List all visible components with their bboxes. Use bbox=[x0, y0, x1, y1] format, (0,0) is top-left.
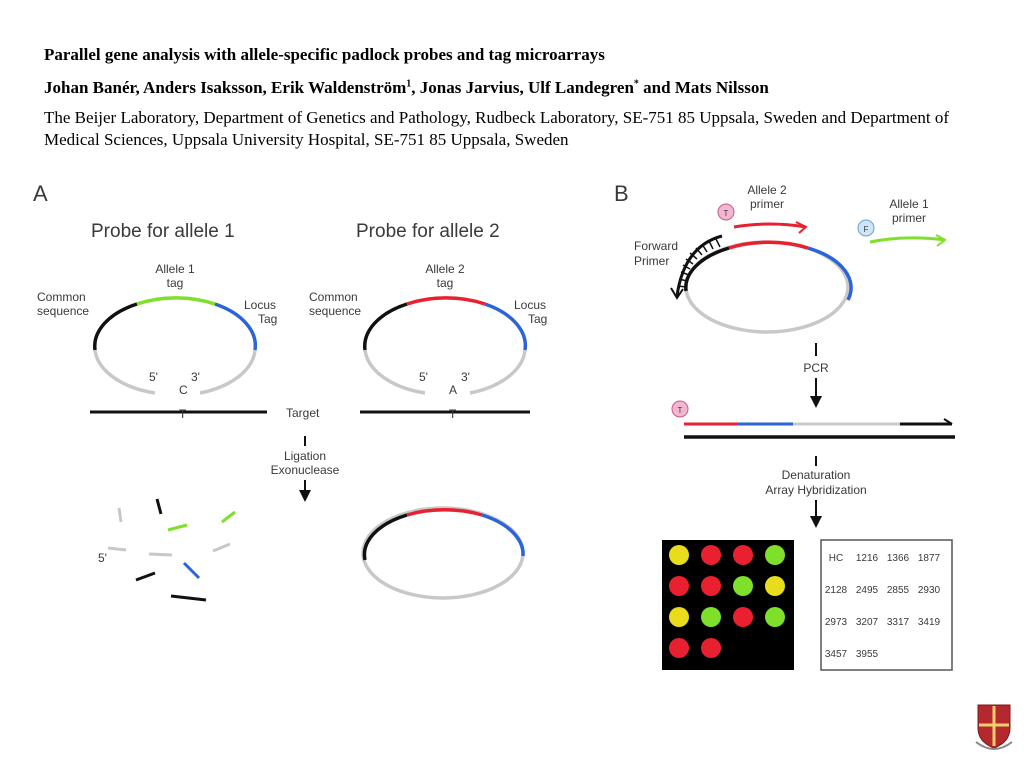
authors-part-1: Johan Banér, Anders Isaksson, Erik Waldenström bbox=[44, 78, 407, 97]
paper-title: Parallel gene analysis with allele-specific padlock probes and tag microarrays bbox=[44, 45, 605, 64]
probe1-three-prime: 3' bbox=[191, 370, 200, 384]
authors-part-2: , Jonas Jarvius, Ulf Landegren bbox=[411, 78, 634, 97]
array-key-cell: 3955 bbox=[855, 649, 879, 660]
array-key-cell: 3419 bbox=[917, 617, 941, 628]
circularized-probe bbox=[363, 508, 523, 598]
array-spot-yellow bbox=[669, 607, 689, 627]
probe2-title: Probe for allele 2 bbox=[356, 221, 500, 242]
probe1-allele1-tag-label-1: Allele 1 bbox=[155, 262, 195, 276]
array-key-cell: 3457 bbox=[824, 649, 848, 660]
target1-base: T bbox=[179, 407, 187, 421]
allele2-primer-label-2: primer bbox=[749, 197, 785, 211]
array-key-cell: 2930 bbox=[917, 585, 941, 596]
allele2-primer-mark: T bbox=[723, 209, 729, 218]
pcr-label: PCR bbox=[803, 361, 829, 375]
ligation-label: Ligation bbox=[283, 449, 327, 463]
probe1-circle bbox=[95, 298, 256, 393]
array-spot-red bbox=[733, 607, 753, 627]
allele1-primer-mark: F bbox=[863, 225, 869, 234]
array-key-cell: 1877 bbox=[917, 553, 941, 564]
probe1-allele1-tag-label-2: tag bbox=[166, 276, 184, 290]
degraded-fragments bbox=[108, 499, 235, 600]
array-spot-red bbox=[669, 576, 689, 596]
probe1-grey-arc-right bbox=[200, 350, 255, 393]
target2-base: T bbox=[449, 407, 457, 421]
probe1-common-label-2: sequence bbox=[37, 304, 90, 318]
array-key-cell: 3207 bbox=[855, 617, 879, 628]
array-spot-yellow bbox=[669, 545, 689, 565]
probe2-locus-label-1: Locus bbox=[514, 298, 547, 312]
array-spot-green bbox=[765, 607, 785, 627]
array-spot-red bbox=[701, 545, 721, 565]
allele1-primer-label-1: Allele 1 bbox=[889, 197, 929, 211]
exonuclease-label: Exonuclease bbox=[270, 463, 340, 477]
probe2-grey-arc-right bbox=[470, 350, 525, 393]
array-spot-red bbox=[669, 638, 689, 658]
array-key-cell: HC bbox=[828, 553, 844, 564]
probe2-base: A bbox=[449, 383, 458, 397]
probe1-common-label-1: Common bbox=[37, 290, 86, 304]
probe2-locus-label-2: Tag bbox=[528, 312, 548, 326]
probe2-common-sequence bbox=[365, 304, 407, 350]
probe2-three-prime: 3' bbox=[461, 370, 470, 384]
array-key-cell: 1216 bbox=[855, 553, 879, 564]
array-key-cell: 1366 bbox=[886, 553, 910, 564]
probe1-title: Probe for allele 1 bbox=[91, 221, 235, 242]
corresponding-mark: * bbox=[633, 78, 639, 90]
probe2-allele2-tag-label-2: tag bbox=[436, 276, 454, 290]
template-circle bbox=[686, 242, 851, 332]
probe1-allele1-tag bbox=[137, 298, 215, 304]
array-spot-red bbox=[701, 576, 721, 596]
probe2-five-prime: 5' bbox=[419, 370, 428, 384]
probe2-allele2-tag-label-1: Allele 2 bbox=[425, 262, 465, 276]
probe1-five-prime: 5' bbox=[149, 370, 158, 384]
array-spot-red bbox=[701, 638, 721, 658]
denaturation-label: Denaturation bbox=[781, 468, 851, 482]
array-key-cell: 2855 bbox=[886, 585, 910, 596]
allele1-primer-strand bbox=[870, 238, 945, 242]
university-crest-logo bbox=[976, 705, 1012, 749]
probe2-allele2-tag bbox=[407, 298, 485, 304]
array-key-cell: 2495 bbox=[855, 585, 879, 596]
probe1-common-sequence bbox=[95, 304, 137, 350]
forward-primer-label-1: Forward bbox=[634, 239, 679, 253]
affiliation-mark-1: 1 bbox=[406, 78, 412, 90]
allele1-primer-label-2: primer bbox=[891, 211, 927, 225]
array-spot-green bbox=[701, 607, 721, 627]
probe2-circle bbox=[365, 298, 526, 393]
array-spot-red bbox=[733, 545, 753, 565]
allele2-primer-label-1: Allele 2 bbox=[747, 183, 787, 197]
array-spot-yellow bbox=[765, 576, 785, 596]
array-key-cell: 2973 bbox=[824, 617, 848, 628]
array-spot-green bbox=[765, 545, 785, 565]
target-label: Target bbox=[286, 406, 320, 420]
affiliation: The Beijer Laboratory, Department of Genetics and Pathology, Rudbeck Laboratory, SE-751 85 Uppsala, Sweden and Department of Medical Sciences, Uppsala University Hospital, SE-751 85 Uppsala, Sweden bbox=[44, 108, 949, 149]
panel-a-letter: A bbox=[33, 181, 48, 206]
fragment-five-prime: 5' bbox=[98, 551, 107, 565]
probe1-locus-label-1: Locus bbox=[244, 298, 277, 312]
pcr-product-mark: T bbox=[677, 406, 683, 415]
panel-b-letter: B bbox=[614, 181, 629, 206]
authors-part-3: and Mats Nilsson bbox=[638, 78, 769, 97]
probe2-common-label-1: Common bbox=[309, 290, 358, 304]
probe1-grey-arc bbox=[95, 350, 155, 393]
forward-primer-label-2: Primer bbox=[634, 254, 670, 268]
array-hybridization-label: Array Hybridization bbox=[765, 483, 867, 497]
probe1-base: C bbox=[179, 383, 188, 397]
allele2-primer-strand bbox=[734, 224, 806, 227]
array-key-cell: 3317 bbox=[886, 617, 910, 628]
array-spot-green bbox=[733, 576, 753, 596]
probe1-locus-label-2: Tag bbox=[258, 312, 278, 326]
probe2-common-label-2: sequence bbox=[309, 304, 362, 318]
array-key-cell: 2128 bbox=[824, 585, 848, 596]
probe2-grey-arc bbox=[365, 350, 425, 393]
